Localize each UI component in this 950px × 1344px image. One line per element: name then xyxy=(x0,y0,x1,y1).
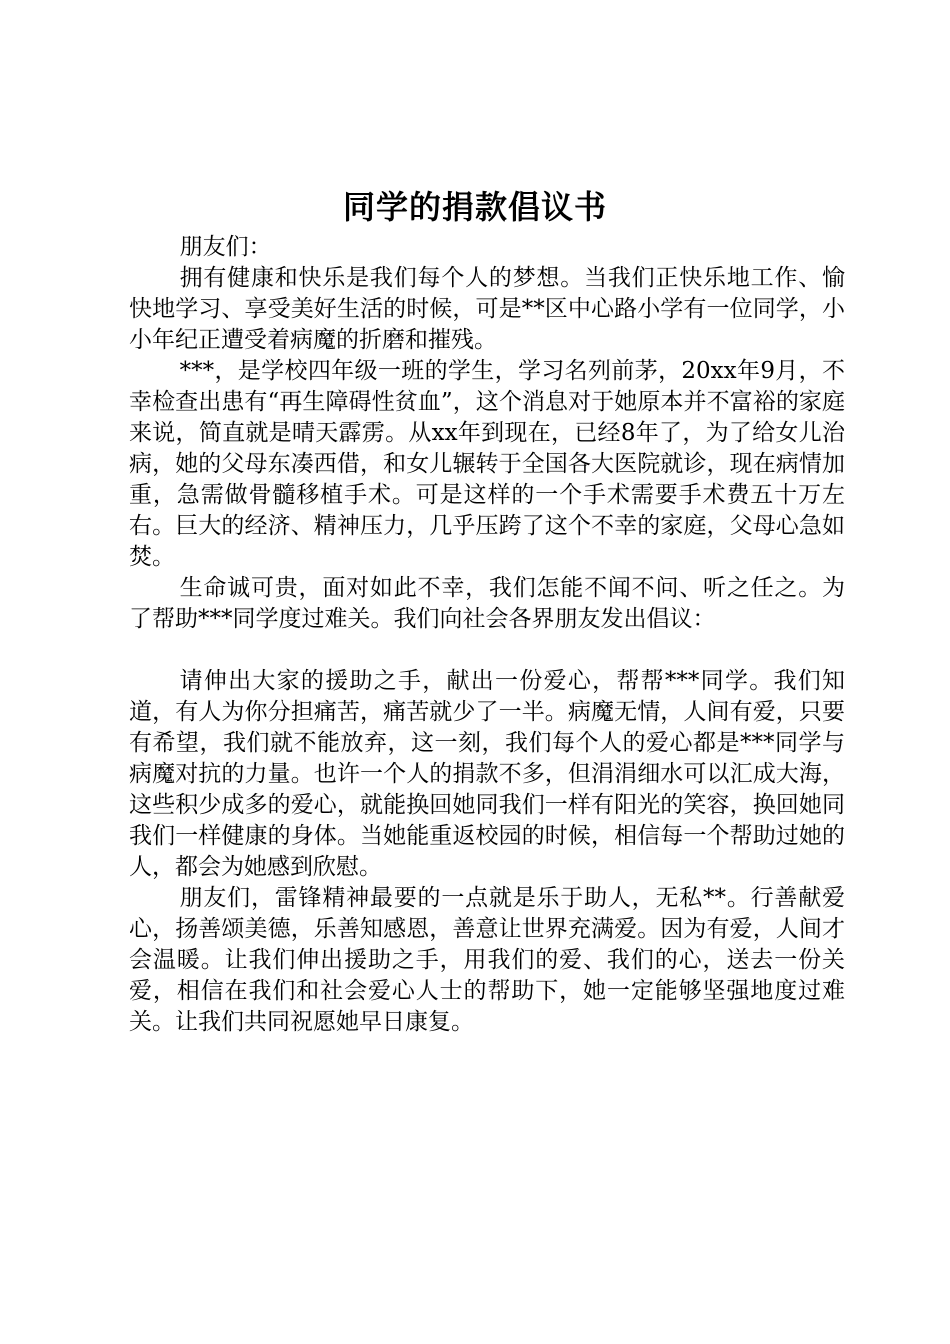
salutation: 朋友们： xyxy=(179,234,272,260)
paragraph-1: 拥有健康和快乐是我们每个人的梦想。当我们正快乐地工作、愉快地学习、享受美好生活的时候，可是**区中心路小学有一位同学，小小年纪正遭受着病魔的折磨和摧残。 xyxy=(129,265,845,353)
paragraph-3: 生命诚可贵，面对如此不幸，我们怎能不闻不问、听之任之。为了帮助***同学度过难关。我们向社会各界朋友发出倡议： xyxy=(129,575,845,632)
paragraph-2: ***，是学校四年级一班的学生，学习名列前茅，20xx年9月，不幸检查出患有“再生障碍性贫血”，这个消息对于她原本并不富裕的家庭来说，简直就是晴天霹雳。从xx年到现在，已经8年了，为了给女儿治病，她的父母东凑西借，和女儿辗转于全国各大医院就诊，现在病情加重，急需做骨髓移植手术。可是这样的一个手术需要手术费五十万左右。巨大的经济、精神压力，几乎压跨了这个不幸的家庭，父母心急如焚。 xyxy=(129,358,845,570)
paragraph-spacer xyxy=(129,635,845,666)
document-title: 同学的捐款倡议书 xyxy=(342,188,607,226)
document-body xyxy=(129,232,845,1038)
paragraph-5: 朋友们，雷锋精神最要的一点就是乐于助人，无私**。行善献爱心，扬善颂美德，乐善知感恩，善意让世界充满爱。因为有爱，人间才会温暖。让我们伸出援助之手，用我们的爱、我们的心，送去一份关爱，相信在我们和社会爱心人士的帮助下，她一定能够坚强地度过难关。让我们共同祝愿她早日康复。 xyxy=(129,885,845,1035)
paragraph-4: 请伸出大家的援助之手，献出一份爱心，帮帮***同学。我们知道，有人为你分担痛苦，痛苦就少了一半。病魔无情，人间有爱，只要有希望，我们就不能放弃，这一刻，我们每个人的爱心都是***同学与病魔对抗的力量。也许一个人的捐款不多，但涓涓细水可以汇成大海，这些积少成多的爱心，就能换回她同我们一样有阳光的笑容，换回她同我们一样健康的身体。当她能重返校园的时候，相信每一个帮助过她的人，都会为她感到欣慰。 xyxy=(129,668,845,880)
